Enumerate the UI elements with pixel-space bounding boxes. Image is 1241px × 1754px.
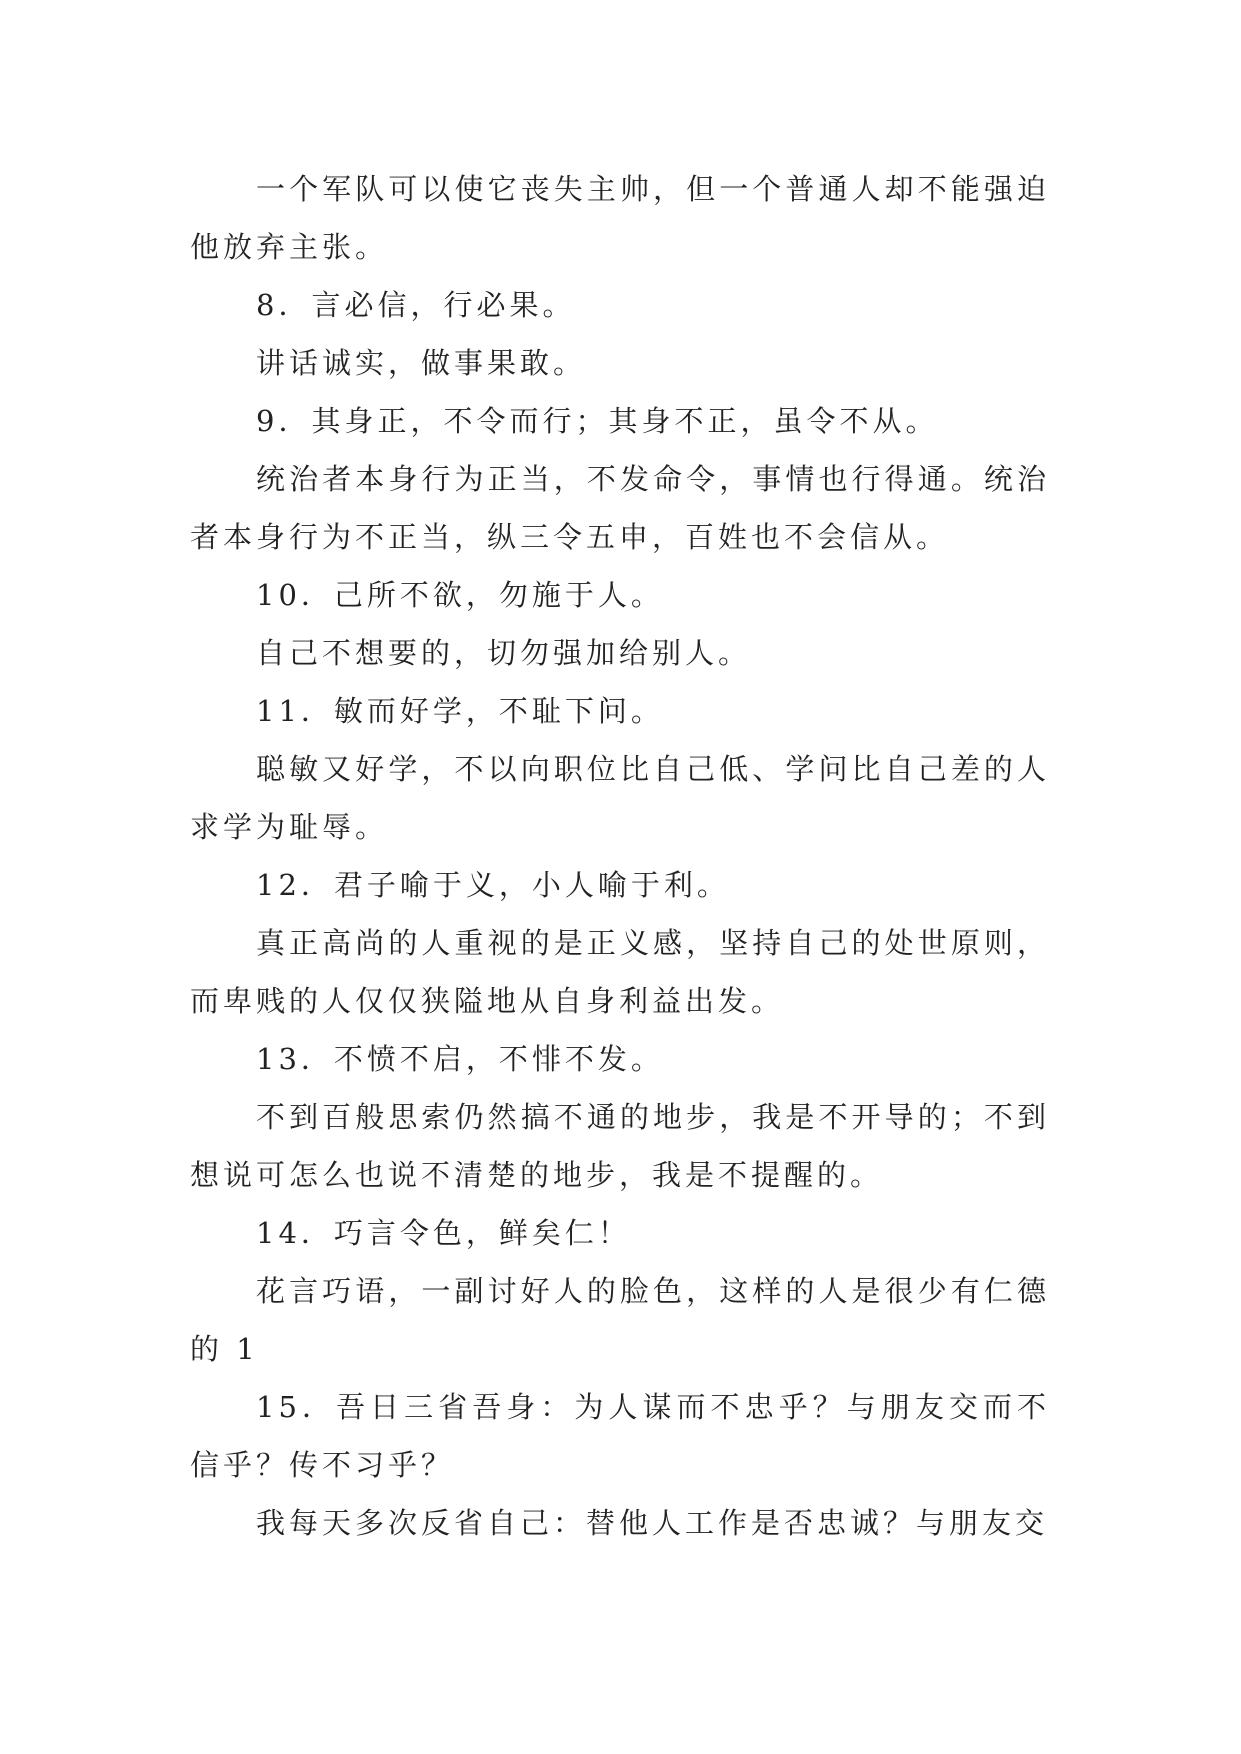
paragraph: 自己不想要的，切勿强加给别人。	[256, 636, 752, 670]
paragraph: 14．巧言令色，鲜矣仁！	[256, 1216, 631, 1250]
paragraph: 讲话诚实，做事果敢。	[256, 346, 587, 380]
document-body	[190, 160, 1050, 1552]
paragraph: 15．吾日三省吾身：为人谋而不忠乎？与朋友交而不信乎？传不习乎？	[190, 1390, 1050, 1482]
paragraph: 真正高尚的人重视的是正义感，坚持自己的处世原则，而卑贱的人仅仅狭隘地从自身利益出发。	[190, 926, 1050, 1018]
paragraph: 11．敏而好学，不耻下问。	[256, 694, 664, 728]
paragraph: 10．己所不欲，勿施于人。	[256, 578, 664, 612]
paragraph: 不到百般思索仍然搞不通的地步，我是不开导的；不到想说可怎么也说不清楚的地步，我是不提醒的。	[190, 1100, 1050, 1192]
paragraph: 统治者本身行为正当，不发命令，事情也行得通。统治者本身行为不正当，纵三令五申，百姓也不会信从。	[190, 462, 1050, 554]
paragraph: 13．不愤不启，不悱不发。	[256, 1042, 664, 1076]
paragraph: 一个军队可以使它丧失主帅，但一个普通人却不能强迫他放弃主张。	[190, 172, 1050, 264]
paragraph: 我每天多次反省自己：替他人工作是否忠诚？与朋友交	[256, 1506, 1049, 1540]
paragraph: 9．其身正，不令而行；其身不正，虽令不从。	[256, 404, 939, 438]
paragraph: 12．君子喻于义，小人喻于利。	[256, 868, 730, 902]
paragraph: 花言巧语，一副讨好人的脸色，这样的人是很少有仁德的 1	[190, 1274, 1050, 1366]
paragraph: 聪敏又好学，不以向职位比自己低、学问比自己差的人求学为耻辱。	[190, 752, 1050, 844]
paragraph: 8．言必信，行必果。	[256, 288, 576, 322]
